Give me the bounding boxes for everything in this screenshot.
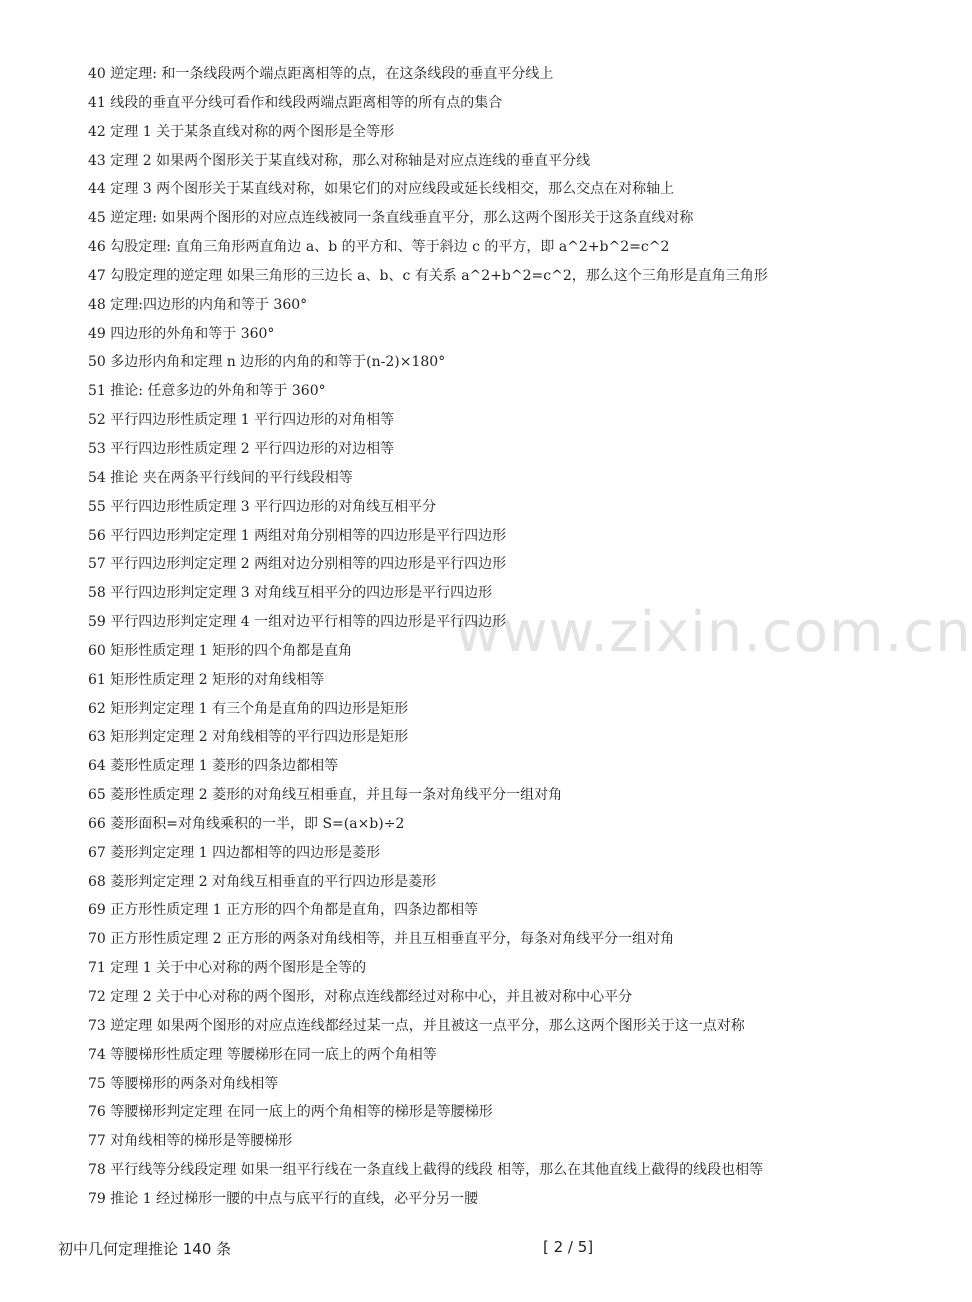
theorem-line: 65 菱形性质定理 2 菱形的对角线互相垂直，并且每一条对角线平分一组对角 — [88, 787, 563, 804]
watermark: www.zixin.com.cn — [455, 600, 972, 665]
theorem-line: 67 菱形判定定理 1 四边都相等的四边形是菱形 — [88, 844, 381, 861]
theorem-line: 57 平行四边形判定定理 2 两组对边分别相等的四边形是平行四边形 — [88, 556, 507, 573]
theorem-line: 42 定理 1 关于某条直线对称的两个图形是全等形 — [88, 123, 395, 140]
theorem-line: 66 菱形面积=对角线乘积的一半，即 S=(a×b)÷2 — [88, 815, 405, 832]
theorem-line: 52 平行四边形性质定理 1 平行四边形的对角相等 — [88, 412, 395, 429]
theorem-line: 55 平行四边形性质定理 3 平行四边形的对角线互相平分 — [88, 498, 437, 515]
theorem-line: 50 多边形内角和定理 n 边形的内角的和等于(n-2)×180° — [88, 354, 446, 371]
theorem-line: 78 平行线等分线段定理 如果一组平行线在一条直线上截得的线段 相等，那么在其他直线上截得的线段也相等 — [88, 1162, 764, 1179]
theorem-list — [88, 60, 888, 1214]
theorem-line: 69 正方形性质定理 1 正方形的四个角都是直角，四条边都相等 — [88, 902, 479, 919]
theorem-line: 61 矩形性质定理 2 矩形的对角线相等 — [88, 671, 325, 688]
theorem-line: 58 平行四边形判定定理 3 对角线互相平分的四边形是平行四边形 — [88, 585, 493, 602]
theorem-line: 64 菱形性质定理 1 菱形的四条边都相等 — [88, 758, 339, 775]
page-number: [ 2 / 5] — [543, 1238, 594, 1256]
theorem-line: 47 勾股定理的逆定理 如果三角形的三边长 a、b、c 有关系 a^2+b^2=c^2，那么这个三角形是直角三角形 — [88, 267, 768, 284]
theorem-line: 41 线段的垂直平分线可看作和线段两端点距离相等的所有点的集合 — [88, 94, 503, 111]
theorem-line: 46 勾股定理: 直角三角形两直角边 a、b 的平方和、等于斜边 c 的平方，即 a^2+b^2=c^2 — [88, 239, 670, 256]
theorem-line: 40 逆定理: 和一条线段两个端点距离相等的点，在这条线段的垂直平分线上 — [88, 66, 554, 82]
theorem-line: 48 定理:四边形的内角和等于 360° — [88, 296, 308, 313]
theorem-line: 63 矩形判定定理 2 对角线相等的平行四边形是矩形 — [88, 729, 409, 746]
theorem-line: 43 定理 2 如果两个图形关于某直线对称，那么对称轴是对应点连线的垂直平分线 — [88, 152, 591, 169]
theorem-line: 59 平行四边形判定定理 4 一组对边平行相等的四边形是平行四边形 — [88, 614, 507, 631]
theorem-line: 54 推论 夹在两条平行线间的平行线段相等 — [88, 469, 353, 486]
theorem-line: 51 推论: 任意多边的外角和等于 360° — [88, 383, 326, 400]
theorem-line: 72 定理 2 关于中心对称的两个图形，对称点连线都经过对称中心，并且被对称中心平分 — [88, 989, 633, 1005]
theorem-line: 60 矩形性质定理 1 矩形的四个角都是直角 — [88, 642, 353, 659]
theorem-line: 44 定理 3 两个图形关于某直线对称，如果它们的对应线段或延长线相交，那么交点在对称轴上 — [88, 181, 675, 198]
page-footer — [58, 1238, 862, 1262]
theorem-line: 71 定理 1 关于中心对称的两个图形是全等的 — [88, 960, 367, 977]
theorem-line: 45 逆定理: 如果两个图形的对应点连线被同一条直线垂直平分，那么这两个图形关于这条直线对称 — [88, 210, 694, 227]
theorem-line: 62 矩形判定定理 1 有三个角是直角的四边形是矩形 — [88, 700, 409, 717]
theorem-line: 79 推论 1 经过梯形一腰的中点与底平行的直线，必平分另一腰 — [88, 1190, 479, 1207]
theorem-line: 53 平行四边形性质定理 2 平行四边形的对边相等 — [88, 440, 395, 457]
theorem-line: 70 正方形性质定理 2 正方形的两条对角线相等，并且互相垂直平分，每条对角线平分一组对角 — [88, 931, 675, 948]
theorem-line: 77 对角线相等的梯形是等腰梯形 — [88, 1133, 293, 1150]
theorem-line: 73 逆定理 如果两个图形的对应点连线都经过某一点，并且被这一点平分，那么这两个图形关于这一点对称 — [88, 1017, 745, 1034]
theorem-line: 74 等腰梯形性质定理 等腰梯形在同一底上的两个角相等 — [88, 1046, 437, 1063]
theorem-line: 49 四边形的外角和等于 360° — [88, 325, 275, 342]
theorem-line: 75 等腰梯形的两条对角线相等 — [88, 1075, 279, 1092]
theorem-line: 56 平行四边形判定定理 1 两组对角分别相等的四边形是平行四边形 — [88, 527, 507, 544]
theorem-line: 76 等腰梯形判定定理 在同一底上的两个角相等的梯形是等腰梯形 — [88, 1104, 493, 1121]
theorem-line: 68 菱形判定定理 2 对角线互相垂直的平行四边形是菱形 — [88, 873, 437, 890]
footer-title: 初中几何定理推论 140 条 — [58, 1240, 232, 1258]
